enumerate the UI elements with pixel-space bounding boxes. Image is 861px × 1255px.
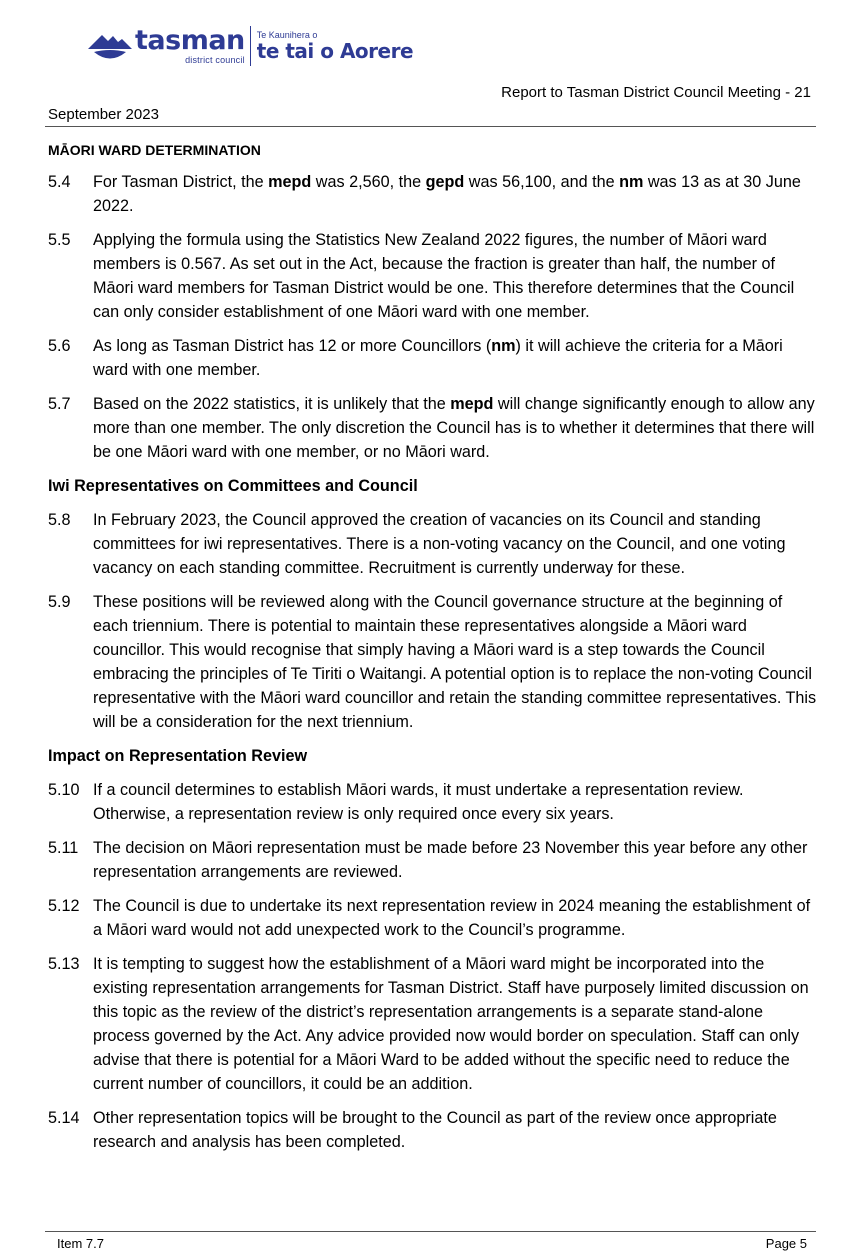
text-run: The decision on Māori representation must be made before 23 November this year before any other representation arrangements are reviewed. bbox=[93, 839, 808, 881]
paragraph-text bbox=[93, 952, 818, 1096]
numbered-paragraph bbox=[48, 836, 818, 884]
text-run: will change significantly enough to allow any more than one member. The only discretion the Council has is to whether it determines that there will be one Māori ward with one member, or no Māori ward. bbox=[93, 395, 815, 461]
numbered-paragraph bbox=[48, 1106, 818, 1154]
bold-term: gepd bbox=[425, 173, 465, 191]
logo-te-tai: te tai o Aorere bbox=[256, 39, 414, 63]
text-run: was 56,100, and the bbox=[464, 173, 620, 191]
numbered-paragraph bbox=[48, 228, 818, 324]
bold-term: mepd bbox=[268, 173, 312, 191]
footer-item: Item 7.7 bbox=[57, 1236, 104, 1251]
report-title: Report to Tasman District Council Meeting - 21 bbox=[501, 84, 811, 101]
numbered-paragraph bbox=[48, 508, 818, 580]
paragraph-text bbox=[93, 778, 818, 826]
footer-rule bbox=[45, 1231, 816, 1232]
bold-term: nm bbox=[491, 337, 516, 355]
paragraph-text bbox=[93, 334, 818, 382]
numbered-paragraph bbox=[48, 170, 818, 218]
paragraph-text bbox=[93, 894, 818, 942]
paragraph-text bbox=[93, 392, 818, 464]
document-body bbox=[48, 138, 818, 1164]
paragraph-text bbox=[93, 170, 818, 218]
logo-te-kaunihera: Te Kaunihera o bbox=[256, 30, 318, 40]
numbered-paragraph bbox=[48, 334, 818, 382]
report-date: September 2023 bbox=[48, 106, 159, 123]
numbered-paragraph bbox=[48, 894, 818, 942]
text-run: In February 2023, the Council approved the creation of vacancies on its Council and standing committees for iwi representatives. There is a non-voting vacancy on the Council, and one voting vacancy on each standing committee. Recruitment is currently underway for these. bbox=[93, 511, 786, 577]
bold-term: nm bbox=[619, 173, 644, 191]
paragraph-text bbox=[93, 508, 818, 580]
paragraph-text bbox=[93, 228, 818, 324]
paragraph-list bbox=[48, 170, 818, 1154]
logo-subtitle: district council bbox=[185, 54, 245, 65]
numbered-paragraph bbox=[48, 392, 818, 464]
text-run: For Tasman District, the bbox=[93, 173, 269, 191]
tasman-logo bbox=[88, 26, 413, 66]
text-run: As long as Tasman District has 12 or more Councillors ( bbox=[93, 337, 492, 355]
logo-divider bbox=[250, 26, 251, 66]
paragraph-number: 5.13 bbox=[48, 955, 80, 973]
logo-wordmark: tasman bbox=[135, 24, 245, 56]
text-run: was 2,560, the bbox=[311, 173, 426, 191]
numbered-paragraph bbox=[48, 778, 818, 826]
paragraph-text bbox=[93, 590, 818, 734]
paragraph-number: 5.5 bbox=[48, 231, 71, 249]
bold-term: mepd bbox=[450, 395, 494, 413]
paragraph-text bbox=[93, 1106, 818, 1154]
paragraph-number: 5.7 bbox=[48, 395, 71, 413]
paragraph-text bbox=[93, 836, 818, 884]
text-run: ) it will achieve the criteria for a Māori ward with one member. bbox=[93, 337, 783, 379]
text-run: Based on the 2022 statistics, it is unlikely that the bbox=[93, 395, 451, 413]
numbered-paragraph bbox=[48, 590, 818, 734]
subsection-heading: Impact on Representation Review bbox=[48, 747, 308, 765]
paragraph-number: 5.11 bbox=[48, 839, 79, 857]
text-run: It is tempting to suggest how the establishment of a Māori ward might be incorporated into the existing representation arrangements for Tasman District. Staff have purposely limited discussion on this topic as the review of the district’s representation arrangements is a separate stand-alone process governed by the Act. Any advice provided now would border on speculation. Staff can only advise that there is potential for a Māori Ward to be added without the specific need to reduce the current number of councillors, it could be an addition. bbox=[93, 955, 809, 1093]
paragraph-number: 5.12 bbox=[48, 897, 80, 915]
section-title: MĀORI WARD DETERMINATION bbox=[48, 142, 261, 158]
text-run: was 13 as at 30 June 2022. bbox=[93, 173, 801, 215]
text-run: Applying the formula using the Statistics New Zealand 2022 figures, the number of Māori ward members is 0.567. As set out in the Act, because the fraction is greater than half, the number of Māori ward members for Tasman District would be one. This therefore determines that the Council can only consider establishment of one Māori ward with one member. bbox=[93, 231, 795, 321]
mountain-logo-icon bbox=[88, 31, 132, 61]
text-run: If a council determines to establish Māori wards, it must undertake a representation review. Otherwise, a representation review is only required once every six years. bbox=[93, 781, 744, 823]
paragraph-number: 5.9 bbox=[48, 593, 71, 611]
paragraph-number: 5.6 bbox=[48, 337, 71, 355]
paragraph-number: 5.4 bbox=[48, 173, 71, 191]
header-rule bbox=[45, 126, 816, 127]
text-run: Other representation topics will be brought to the Council as part of the review once appropriate research and analysis has been completed. bbox=[93, 1109, 777, 1151]
numbered-paragraph bbox=[48, 952, 818, 1096]
paragraph-number: 5.8 bbox=[48, 511, 71, 529]
text-run: The Council is due to undertake its next representation review in 2024 meaning the establishment of a Māori ward would not add unexpected work to the Council’s programme. bbox=[93, 897, 811, 939]
footer-page: Page 5 bbox=[765, 1236, 807, 1251]
text-run: These positions will be reviewed along with the Council governance structure at the beginning of each triennium. There is potential to maintain these representatives alongside a Māori ward councillor. This would recognise that simply having a Māori ward is a step towards the Council embracing the principles of Te Tiriti o Waitangi. A potential option is to replace the non-voting Council representative with the Māori ward councillor and retain the standing committee representatives. This will be a consideration for the next triennium. bbox=[93, 593, 817, 731]
paragraph-number: 5.14 bbox=[48, 1109, 80, 1127]
subsection-heading: Iwi Representatives on Committees and Council bbox=[48, 477, 418, 495]
paragraph-number: 5.10 bbox=[48, 781, 80, 799]
